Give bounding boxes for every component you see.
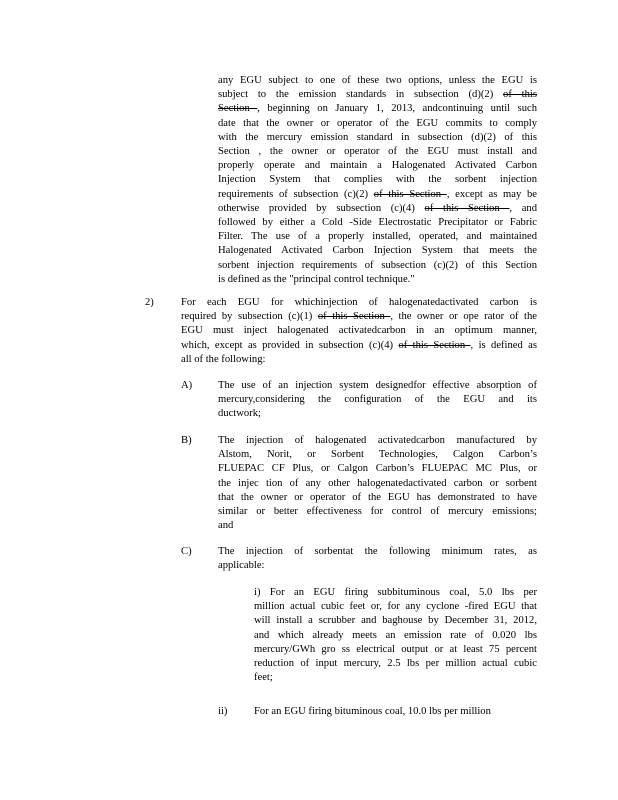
text-line	[218, 230, 537, 244]
item-b-label: B)	[181, 435, 192, 446]
text-line	[218, 102, 537, 116]
text-run: properly operate and maintain a Halogenated Activated Carbon	[218, 160, 537, 172]
text-run: which, except as provided in subsection (c)(4)	[181, 339, 399, 351]
text-line	[218, 491, 537, 505]
text-run: required by subsection (c)(1)	[181, 311, 318, 323]
text-run: For an EGU firing bituminous coal, 10.0 lbs per million	[254, 706, 491, 717]
item-c-label: C)	[181, 546, 192, 557]
text-run: will install a scrubber and baghouse by December 31, 2012,	[254, 615, 537, 627]
text-run: followed by either a Cold -Side Electrostatic Precipitator or Fabric	[218, 217, 537, 229]
text-line	[218, 173, 537, 187]
text-run: million actual cubic feet or, for any cyclone -fired EGU that	[254, 601, 537, 613]
text-run: Injection System that complies with the sorbent injection	[218, 174, 537, 186]
text-run: The injection of sorbentat the following minimum rates, as	[218, 546, 537, 557]
text-run: and which already meets an emission rate of 0.020 lbs	[254, 629, 537, 641]
text-run: , is defined as	[470, 339, 537, 351]
text-run: ductwork;	[218, 408, 261, 420]
text-run: The injection of halogenated activatedcarbon manufactured by	[218, 435, 537, 446]
text-line	[218, 434, 537, 448]
text-run: FLUEPAC CF Plus, or Calgon Carbon’s FLUEPAC MC Plus, or	[218, 463, 537, 475]
struck-text: of this	[503, 89, 537, 101]
text-run: similar or better effectiveness for control of mercury emissions;	[218, 506, 537, 518]
item-2-text	[181, 296, 537, 367]
text-run: , except as may be	[446, 188, 537, 200]
text-run: , beginning on January 1, 2013, andcontinuing until such	[257, 103, 537, 115]
item-c-ii-text	[254, 705, 518, 719]
text-line	[218, 273, 537, 287]
text-run: feet;	[254, 672, 273, 684]
text-run: mercury/GWh gro ss electrical output or at least 75 percent	[254, 643, 537, 655]
text-run: Alstom, Norit, or Sorbent Technologies, Calgon Carbon’s	[218, 449, 537, 461]
text-run: Filter. The use of a properly installed, operated, and maintained	[218, 231, 537, 243]
top-paragraph	[218, 74, 537, 287]
text-run: the injec tion of any other halogenatedactivated carbon or sorbent	[218, 477, 537, 489]
text-run: that the owner or operator of the EGU has demonstrated to have	[218, 491, 537, 503]
text-run: requirements of subsection (c)(2)	[218, 188, 374, 200]
struck-text: Section	[218, 103, 258, 115]
text-line	[181, 324, 537, 338]
text-line	[218, 259, 537, 273]
text-run: is defined as the "principal control technique."	[218, 273, 415, 285]
text-line	[254, 671, 537, 685]
text-line	[218, 393, 537, 407]
text-run: reduction of input mercury, 2.5 lbs per million actual cubic	[254, 658, 537, 670]
text-run: sorbent injection requirements of subsection (c)(2) of this Section	[218, 259, 537, 271]
text-line	[218, 407, 537, 421]
item-c-text	[218, 545, 537, 573]
item-2-label: 2)	[145, 297, 154, 308]
text-line	[218, 477, 537, 491]
text-line	[218, 145, 537, 159]
text-line	[218, 379, 537, 393]
text-run: For each EGU for whichinjection of halogenatedactivated carbon is	[181, 297, 537, 308]
text-run: applicable:	[218, 560, 265, 572]
text-run: i) For an EGU firing subbituminous coal, 5.0 lbs per	[254, 587, 537, 598]
struck-text: of this Section	[317, 311, 391, 323]
item-a-label: A)	[181, 380, 193, 391]
text-run: date that the owner or operator of the EGU commits to comply	[218, 117, 537, 129]
text-line	[218, 462, 537, 476]
item-c-ii-label: ii)	[218, 706, 228, 717]
text-line	[218, 559, 537, 573]
text-line	[254, 614, 537, 628]
text-line	[254, 643, 537, 657]
text-line	[218, 131, 537, 145]
text-line	[218, 505, 537, 519]
text-line	[254, 657, 537, 671]
text-line	[218, 448, 537, 462]
text-run: subject to the emission standards in subsection (d)(2)	[218, 89, 504, 101]
text-run: The use of an injection system designedfor effective absorption of	[218, 380, 537, 391]
text-line	[218, 117, 537, 131]
text-run: with the mercury emission standard in subsection (d)(2) of this	[218, 131, 537, 143]
text-line	[254, 705, 518, 719]
text-line	[218, 202, 537, 216]
text-line	[218, 88, 537, 102]
item-b-text	[218, 434, 537, 533]
text-line	[218, 188, 537, 202]
text-run: EGU must inject halogenated activatedcarbon in an optimum manner,	[181, 325, 537, 337]
text-run: mercury,considering the configuration of the EGU and its	[218, 394, 537, 406]
text-line	[218, 216, 537, 230]
text-line	[254, 600, 537, 614]
text-line	[218, 74, 537, 88]
text-line	[254, 629, 537, 643]
text-line	[218, 545, 537, 559]
text-line	[181, 296, 537, 310]
text-line	[181, 310, 537, 324]
text-run: , the owner or ope rator of the	[390, 311, 537, 323]
text-run: any EGU subject to one of these two options, unless the EGU is	[218, 75, 537, 86]
text-line	[218, 244, 537, 258]
text-run: Section , the owner or operator of the EGU must install and	[218, 146, 537, 158]
text-run: Halogenated Activated Carbon Injection System that meets the	[218, 245, 537, 257]
text-line	[181, 339, 537, 353]
struck-text: of this Section	[424, 202, 510, 214]
text-run: otherwise provided by subsection (c)(4)	[218, 202, 425, 214]
text-run: and	[218, 520, 234, 532]
struck-text: of this Section	[373, 188, 447, 200]
text-run: all of the following:	[181, 353, 266, 365]
text-line	[254, 586, 537, 600]
text-line	[218, 519, 537, 533]
text-line	[181, 353, 537, 367]
item-a-text	[218, 379, 537, 422]
struck-text: of this Section	[398, 339, 471, 351]
item-c-i-text	[254, 586, 537, 685]
text-run: , and	[509, 202, 538, 214]
text-line	[218, 159, 537, 173]
